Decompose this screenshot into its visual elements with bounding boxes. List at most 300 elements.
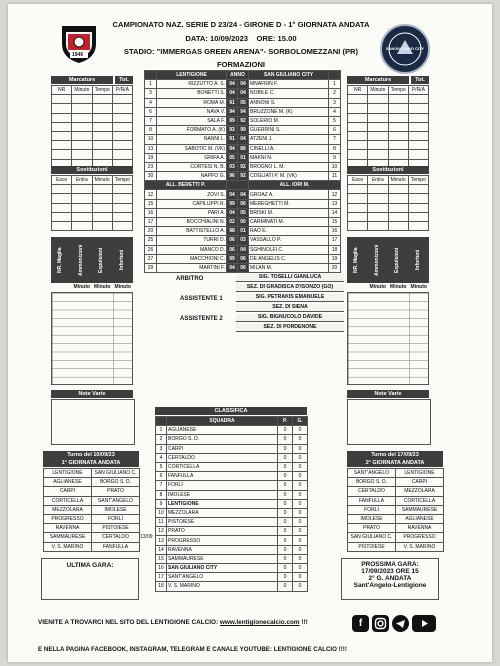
marcature-tot-right: Tot.	[411, 76, 429, 84]
classifica-team: LENTIGIONE	[167, 499, 278, 508]
away-player-name: BRISKI M.	[249, 208, 329, 217]
discipline-left	[51, 237, 133, 385]
classifica-position: 6	[156, 472, 167, 481]
home-player-name: GRIFA A.	[157, 153, 227, 162]
away-shirt-number: 17	[329, 236, 341, 245]
marcature-row	[348, 131, 429, 140]
fixture-away: IMOLESE	[92, 505, 140, 514]
home-birth-year: 05	[227, 153, 238, 162]
classifica-row	[156, 573, 308, 582]
home-player-name: MARTINI F.	[157, 263, 227, 272]
classifica-row	[156, 536, 308, 545]
empty-cell	[368, 221, 388, 230]
assistente1-section: SEZ. DI SIENA	[236, 304, 344, 312]
note-header-left: Note Varie	[51, 390, 133, 398]
empty-cell	[388, 104, 408, 113]
marcature-row	[52, 141, 133, 150]
assistente2-section: SEZ. DI PORDENONE	[236, 324, 344, 332]
home-coach: ALL. BERETTI P.	[145, 181, 227, 190]
away-birth-year: 92	[238, 162, 249, 171]
classifica-team: CORTICELLA	[167, 462, 278, 471]
classifica-position: 13	[156, 536, 167, 545]
championship-line: CAMPIONATO NAZ. SERIE D 23/24 - GIRONE D - 1° GIORNATA ANDATA	[112, 20, 370, 29]
discipline-col-label: Infortuni	[118, 249, 125, 271]
classifica-row	[156, 518, 308, 527]
marcature-right-grid	[347, 85, 429, 169]
empty-cell	[52, 113, 72, 122]
classifica-games: 0	[293, 573, 308, 582]
home-birth-year: 98	[227, 227, 238, 236]
discipline-col-label: Infortuni	[414, 249, 421, 271]
prossima-gara-box	[341, 558, 439, 600]
empty-cell	[408, 113, 428, 122]
note-box-left	[51, 399, 135, 445]
classifica-games: 0	[293, 508, 308, 517]
away-birth-year: 05	[238, 208, 249, 217]
fixture-away: FORLÌ	[92, 514, 140, 523]
classifica-position: 7	[156, 481, 167, 490]
away-shirt-number: 16	[329, 227, 341, 236]
away-player-name: CARMINATI M.	[249, 218, 329, 227]
empty-cell	[388, 131, 408, 140]
classifica-row	[156, 508, 308, 517]
classifica-points: 0	[278, 527, 293, 536]
home-birth-year: 02	[227, 218, 238, 227]
assistente1-name: SIG. PETRAKIS EMANUELE	[236, 294, 344, 302]
arbitro-section: SEZ. DI GRADISCA D'ISONZO (GO)	[236, 284, 344, 292]
away-player-name: SGHINOLFI C.	[249, 245, 329, 254]
home-team-name: LENTIGIONE	[157, 71, 227, 80]
home-birth-year: 96	[227, 172, 238, 181]
date-line: DATA: 10/09/2023 ORE: 15.00	[185, 34, 297, 43]
classifica-team: PISTOIESE	[167, 518, 278, 527]
classifica-position: 12	[156, 527, 167, 536]
away-shirt-number: 14	[329, 208, 341, 217]
classifica-row	[156, 564, 308, 573]
empty-cell	[112, 95, 132, 104]
discipline-col-header	[51, 237, 73, 283]
empty-cell	[368, 203, 388, 212]
empty-cell	[112, 194, 132, 203]
footer-suffix: !!!	[299, 619, 308, 626]
away-shirt-number: 3	[329, 98, 341, 107]
home-shirt-number: 23	[145, 162, 157, 171]
fixture-home: RAVENNA	[44, 524, 92, 533]
away-birth-year: 04	[238, 135, 249, 144]
classifica-points: 0	[278, 545, 293, 554]
turno-right-table	[347, 468, 444, 552]
home-shirt-number: 7	[145, 116, 157, 125]
away-player-name: CINELLI A.	[249, 144, 329, 153]
empty-cell	[368, 194, 388, 203]
home-shirt-number: 20	[145, 227, 157, 236]
classifica-team: FANFULLA	[167, 472, 278, 481]
home-shirt-number: 19	[145, 153, 157, 162]
lineup-row	[145, 135, 341, 144]
lineup-row	[145, 254, 341, 263]
empty-cell	[388, 150, 408, 159]
empty-cell	[368, 122, 388, 131]
away-player-name: SOLERIO M.	[249, 116, 329, 125]
empty-cell	[52, 131, 72, 140]
away-shirt-number: 5	[329, 116, 341, 125]
fixture-row	[44, 478, 140, 487]
home-birth-year: 04	[227, 208, 238, 217]
fixture-home: PRATO	[348, 524, 396, 533]
discipline-sub-label: Minuto	[390, 284, 407, 290]
prossima-l3: 2° G. ANDATA	[368, 575, 412, 582]
away-birth-year: 04	[238, 89, 249, 98]
home-birth-year: 04	[227, 89, 238, 98]
away-birth-year: 00	[238, 218, 249, 227]
home-birth-year: 94	[227, 144, 238, 153]
sostituzioni-header-row	[52, 176, 133, 185]
column-header: Esce	[348, 176, 368, 185]
home-birth-year: 93	[227, 126, 238, 135]
empty-cell	[72, 150, 92, 159]
ultima-gara-label: ULTIMA GARA:	[66, 562, 114, 569]
column-header: P/R/A	[408, 86, 428, 95]
home-shirt-number: 29	[145, 263, 157, 272]
lineup-row	[145, 144, 341, 153]
classifica-row	[156, 545, 308, 554]
away-player-name: COGLIATI P. M. (VK)	[249, 172, 329, 181]
instagram-icon[interactable]	[372, 615, 389, 632]
lineup-header-row	[145, 71, 341, 80]
lineup-row	[145, 80, 341, 89]
column-header: Entra	[368, 176, 388, 185]
classifica-row	[156, 435, 308, 444]
note-box-right	[347, 399, 431, 445]
telegram-icon[interactable]	[392, 615, 409, 632]
marcature-row	[52, 131, 133, 140]
home-birth-year: 99	[227, 199, 238, 208]
empty-cell	[348, 185, 368, 194]
column-header: Minuto	[368, 86, 388, 95]
fixture-away: SAN GIULIANO C.	[92, 469, 140, 478]
home-player-name: ROMA M.	[157, 98, 227, 107]
fixture-away: V. S. MARINO	[396, 542, 444, 551]
classifica-row	[156, 453, 308, 462]
empty-cell	[52, 104, 72, 113]
assistente2-label: ASSISTENTE 2	[180, 316, 223, 322]
lineup-row	[145, 107, 341, 116]
column-header: P/R/A	[112, 86, 132, 95]
empty-cell	[408, 221, 428, 230]
classifica-points: 0	[278, 582, 293, 591]
classifica-row	[156, 499, 308, 508]
sostituzioni-row	[52, 221, 133, 230]
classifica-points: 0	[278, 472, 293, 481]
blank-cell	[227, 181, 249, 190]
away-birth-year: 92	[238, 116, 249, 125]
empty-cell	[112, 113, 132, 122]
classifica-col-header: G.	[293, 417, 308, 426]
empty-cell	[72, 212, 92, 221]
empty-cell	[92, 122, 112, 131]
empty-cell	[408, 131, 428, 140]
home-birth-year: 03	[227, 162, 238, 171]
empty-cell	[52, 150, 72, 159]
sostituzioni-row	[52, 212, 133, 221]
sostituzioni-row	[348, 194, 429, 203]
sostituzioni-row	[348, 185, 429, 194]
discipline-col-header	[113, 237, 135, 283]
empty-cell	[72, 122, 92, 131]
empty-cell	[52, 212, 72, 221]
home-shirt-number: 1	[145, 80, 157, 89]
empty-cell	[408, 150, 428, 159]
empty-cell	[348, 131, 368, 140]
classifica-row	[156, 490, 308, 499]
empty-cell	[388, 122, 408, 131]
away-player-name: DE ANGELIS C.	[249, 254, 329, 263]
home-shirt-number: 3	[145, 89, 157, 98]
assistente2-name: SIG. BIGNUCOLO DAVIDE	[236, 314, 344, 322]
home-shirt-number: 26	[145, 245, 157, 254]
away-player-name: BROGNO L. M.	[249, 162, 329, 171]
fixture-row	[44, 496, 140, 505]
classifica-header-row	[156, 417, 308, 426]
classifica-points: 0	[278, 564, 293, 573]
marcature-header: Marcature	[51, 76, 113, 84]
fixture-away: SAMMAURESE	[396, 505, 444, 514]
youtube-icon[interactable]	[412, 615, 436, 632]
classifica-games: 0	[293, 426, 308, 435]
column-header: Esce	[52, 176, 72, 185]
discipline-col-label: Espulsioni	[394, 247, 401, 273]
discipline-grid	[51, 292, 133, 385]
classifica-position: 15	[156, 554, 167, 563]
classifica-points: 0	[278, 435, 293, 444]
sostituzioni-row	[52, 185, 133, 194]
home-shirt-number: 6	[145, 107, 157, 116]
empty-cell	[72, 104, 92, 113]
turno-left-subtitle: 1° GIORNATA ANDATA	[43, 459, 139, 467]
sostituzioni-header: Sostituzioni	[51, 166, 133, 174]
classifica-team: SAN GIULIANO CITY	[167, 564, 278, 573]
fixture-away: PISTOIESE	[92, 524, 140, 533]
home-player-name: BONETTI S.	[157, 89, 227, 98]
column-header: NR	[52, 86, 72, 95]
classifica-team: SANT'ANGELO	[167, 573, 278, 582]
fixture-away: PRATO	[92, 487, 140, 496]
discipline-col-header	[72, 237, 94, 283]
home-shirt-number: 12	[145, 190, 157, 199]
away-player-name: ANNONI S.	[249, 98, 329, 107]
marcature-row	[348, 104, 429, 113]
discipline-sub-label: Minuto	[369, 284, 386, 290]
empty-cell	[112, 212, 132, 221]
away-player-name: GROAZ A.	[249, 190, 329, 199]
fixture-away: MEZZOLARA	[396, 487, 444, 496]
marcature-row	[52, 113, 133, 122]
empty-cell	[348, 95, 368, 104]
lineup-row	[145, 153, 341, 162]
home-birth-year: 06	[227, 236, 238, 245]
home-shirt-number: 30	[145, 172, 157, 181]
turno-left-note: 13/09	[140, 534, 153, 540]
empty-cell	[112, 203, 132, 212]
away-player-name: BRUZZONE M. (K)	[249, 107, 329, 116]
marcature-row	[348, 141, 429, 150]
fixture-home: V. S. MARINO	[44, 542, 92, 551]
away-shirt-number: 20	[329, 263, 341, 272]
home-birth-year: 99	[227, 116, 238, 125]
empty-cell	[388, 95, 408, 104]
discipline-col-label: Espulsioni	[98, 247, 105, 273]
turno-left-table	[43, 468, 140, 552]
sostituzioni-header-right: Sostituzioni	[347, 166, 429, 174]
away-team-name: SAN GIULIANO CITY	[249, 71, 329, 80]
marcature-header-row	[348, 86, 429, 95]
footer-line2: E NELLA PAGINA FACEBOOK, INSTAGRAM, TELEGRAM E CANALE YOUTUBE: LENTIGIONE CALCIO !!!!	[38, 646, 347, 653]
classifica-team: RAVENNA	[167, 545, 278, 554]
fixture-row	[44, 487, 140, 496]
column-header: NR	[348, 86, 368, 95]
classifica-position: 2	[156, 435, 167, 444]
classifica-col-header: SQUADRA	[167, 417, 278, 426]
home-shirt-number: 8	[145, 126, 157, 135]
home-birth-year: 91	[227, 135, 238, 144]
classifica-games: 0	[293, 472, 308, 481]
away-shirt-number: 12	[329, 190, 341, 199]
fixture-row	[44, 533, 140, 542]
fixture-row	[348, 524, 444, 533]
logo-year: 1946	[72, 52, 84, 58]
empty-cell	[368, 141, 388, 150]
column-header: Minuto	[92, 176, 112, 185]
blank-cell	[329, 71, 341, 80]
fixture-row	[348, 533, 444, 542]
empty-cell	[112, 141, 132, 150]
home-player-name: BATTISTELLO A.	[157, 227, 227, 236]
away-shirt-number: 9	[329, 153, 341, 162]
fixture-home: CORTICELLA	[44, 496, 92, 505]
empty-cell	[348, 212, 368, 221]
classifica-position: 14	[156, 545, 167, 554]
empty-cell	[52, 185, 72, 194]
away-birth-year: 06	[238, 254, 249, 263]
fixture-row	[348, 478, 444, 487]
classifica-points: 0	[278, 536, 293, 545]
discipline-sub-label: Minuto	[73, 284, 90, 290]
away-shirt-number: 15	[329, 218, 341, 227]
classifica-games: 0	[293, 554, 308, 563]
sostituzioni-row	[348, 221, 429, 230]
discipline-col-label: Ammonizioni	[373, 244, 380, 276]
home-player-name: SABOTIC M. (VK)	[157, 144, 227, 153]
fixture-row	[348, 487, 444, 496]
home-player-name: CORTESI N. B.	[157, 162, 227, 171]
empty-cell	[368, 150, 388, 159]
away-player-name: NOBILE C.	[249, 89, 329, 98]
column-header: Minuto	[72, 86, 92, 95]
fixture-row	[44, 505, 140, 514]
home-player-name: TURRI D.	[157, 236, 227, 245]
lineup-row	[145, 162, 341, 171]
classifica-games: 0	[293, 564, 308, 573]
home-player-name: NANNI L.	[157, 135, 227, 144]
lentigione-logo	[58, 22, 100, 64]
sostituzioni-right-grid	[347, 175, 429, 231]
sostituzioni-row	[52, 194, 133, 203]
classifica-games: 0	[293, 536, 308, 545]
lineup-row	[145, 116, 341, 125]
sostituzioni-row	[348, 212, 429, 221]
classifica-row	[156, 582, 308, 591]
empty-cell	[72, 203, 92, 212]
empty-cell	[92, 203, 112, 212]
empty-cell	[388, 194, 408, 203]
away-birth-year: 06	[238, 263, 249, 272]
footer-line1	[38, 619, 308, 626]
classifica-points: 0	[278, 518, 293, 527]
home-birth-year: 04	[227, 263, 238, 272]
website-link[interactable]: www.lentigionecalcio.com	[219, 619, 300, 626]
lineup-row	[145, 126, 341, 135]
fixture-away: CERTALDO	[92, 533, 140, 542]
prossima-l1: PROSSIMA GARA:	[361, 561, 419, 568]
classifica-points: 0	[278, 426, 293, 435]
home-player-name: MANCO D.	[157, 245, 227, 254]
empty-cell	[408, 194, 428, 203]
empty-cell	[368, 113, 388, 122]
away-birth-year: 01	[238, 227, 249, 236]
marcature-header-right: Marcature	[347, 76, 409, 84]
classifica-row	[156, 554, 308, 563]
empty-cell	[52, 221, 72, 230]
classifica-position: 1	[156, 426, 167, 435]
arbitro-label: ARBITRO	[176, 276, 204, 282]
home-birth-year: 91	[227, 98, 238, 107]
fixture-away: CORTICELLA	[396, 496, 444, 505]
empty-cell	[388, 203, 408, 212]
classifica-games: 0	[293, 545, 308, 554]
empty-cell	[388, 141, 408, 150]
empty-cell	[368, 104, 388, 113]
away-shirt-number: 13	[329, 199, 341, 208]
classifica-team: PROGRESSO	[167, 536, 278, 545]
empty-cell	[388, 185, 408, 194]
classifica-points: 0	[278, 573, 293, 582]
empty-cell	[112, 185, 132, 194]
fixture-row	[348, 542, 444, 551]
classifica-points: 0	[278, 554, 293, 563]
home-player-name: RIZZUTTO A. S.	[157, 80, 227, 89]
facebook-icon[interactable]: f	[352, 615, 369, 632]
empty-cell	[112, 122, 132, 131]
classifica-games: 0	[293, 527, 308, 536]
note-header-right: Note Varie	[347, 390, 429, 398]
lineup-row	[145, 208, 341, 217]
sangiuliano-logo	[380, 24, 430, 74]
home-shirt-number: 25	[145, 236, 157, 245]
home-player-name: FORMATO A. (K)	[157, 126, 227, 135]
empty-cell	[408, 212, 428, 221]
empty-cell	[72, 141, 92, 150]
fixture-home: PISTOIESE	[348, 542, 396, 551]
discipline-col-header	[347, 237, 369, 283]
marcature-row	[52, 104, 133, 113]
lineup-row	[145, 190, 341, 199]
classifica-col-header: P.	[278, 417, 293, 426]
away-shirt-number: 7	[329, 135, 341, 144]
empty-cell	[348, 113, 368, 122]
classifica-row	[156, 481, 308, 490]
home-player-name: NAPPO G.	[157, 172, 227, 181]
fixture-row	[44, 542, 140, 551]
